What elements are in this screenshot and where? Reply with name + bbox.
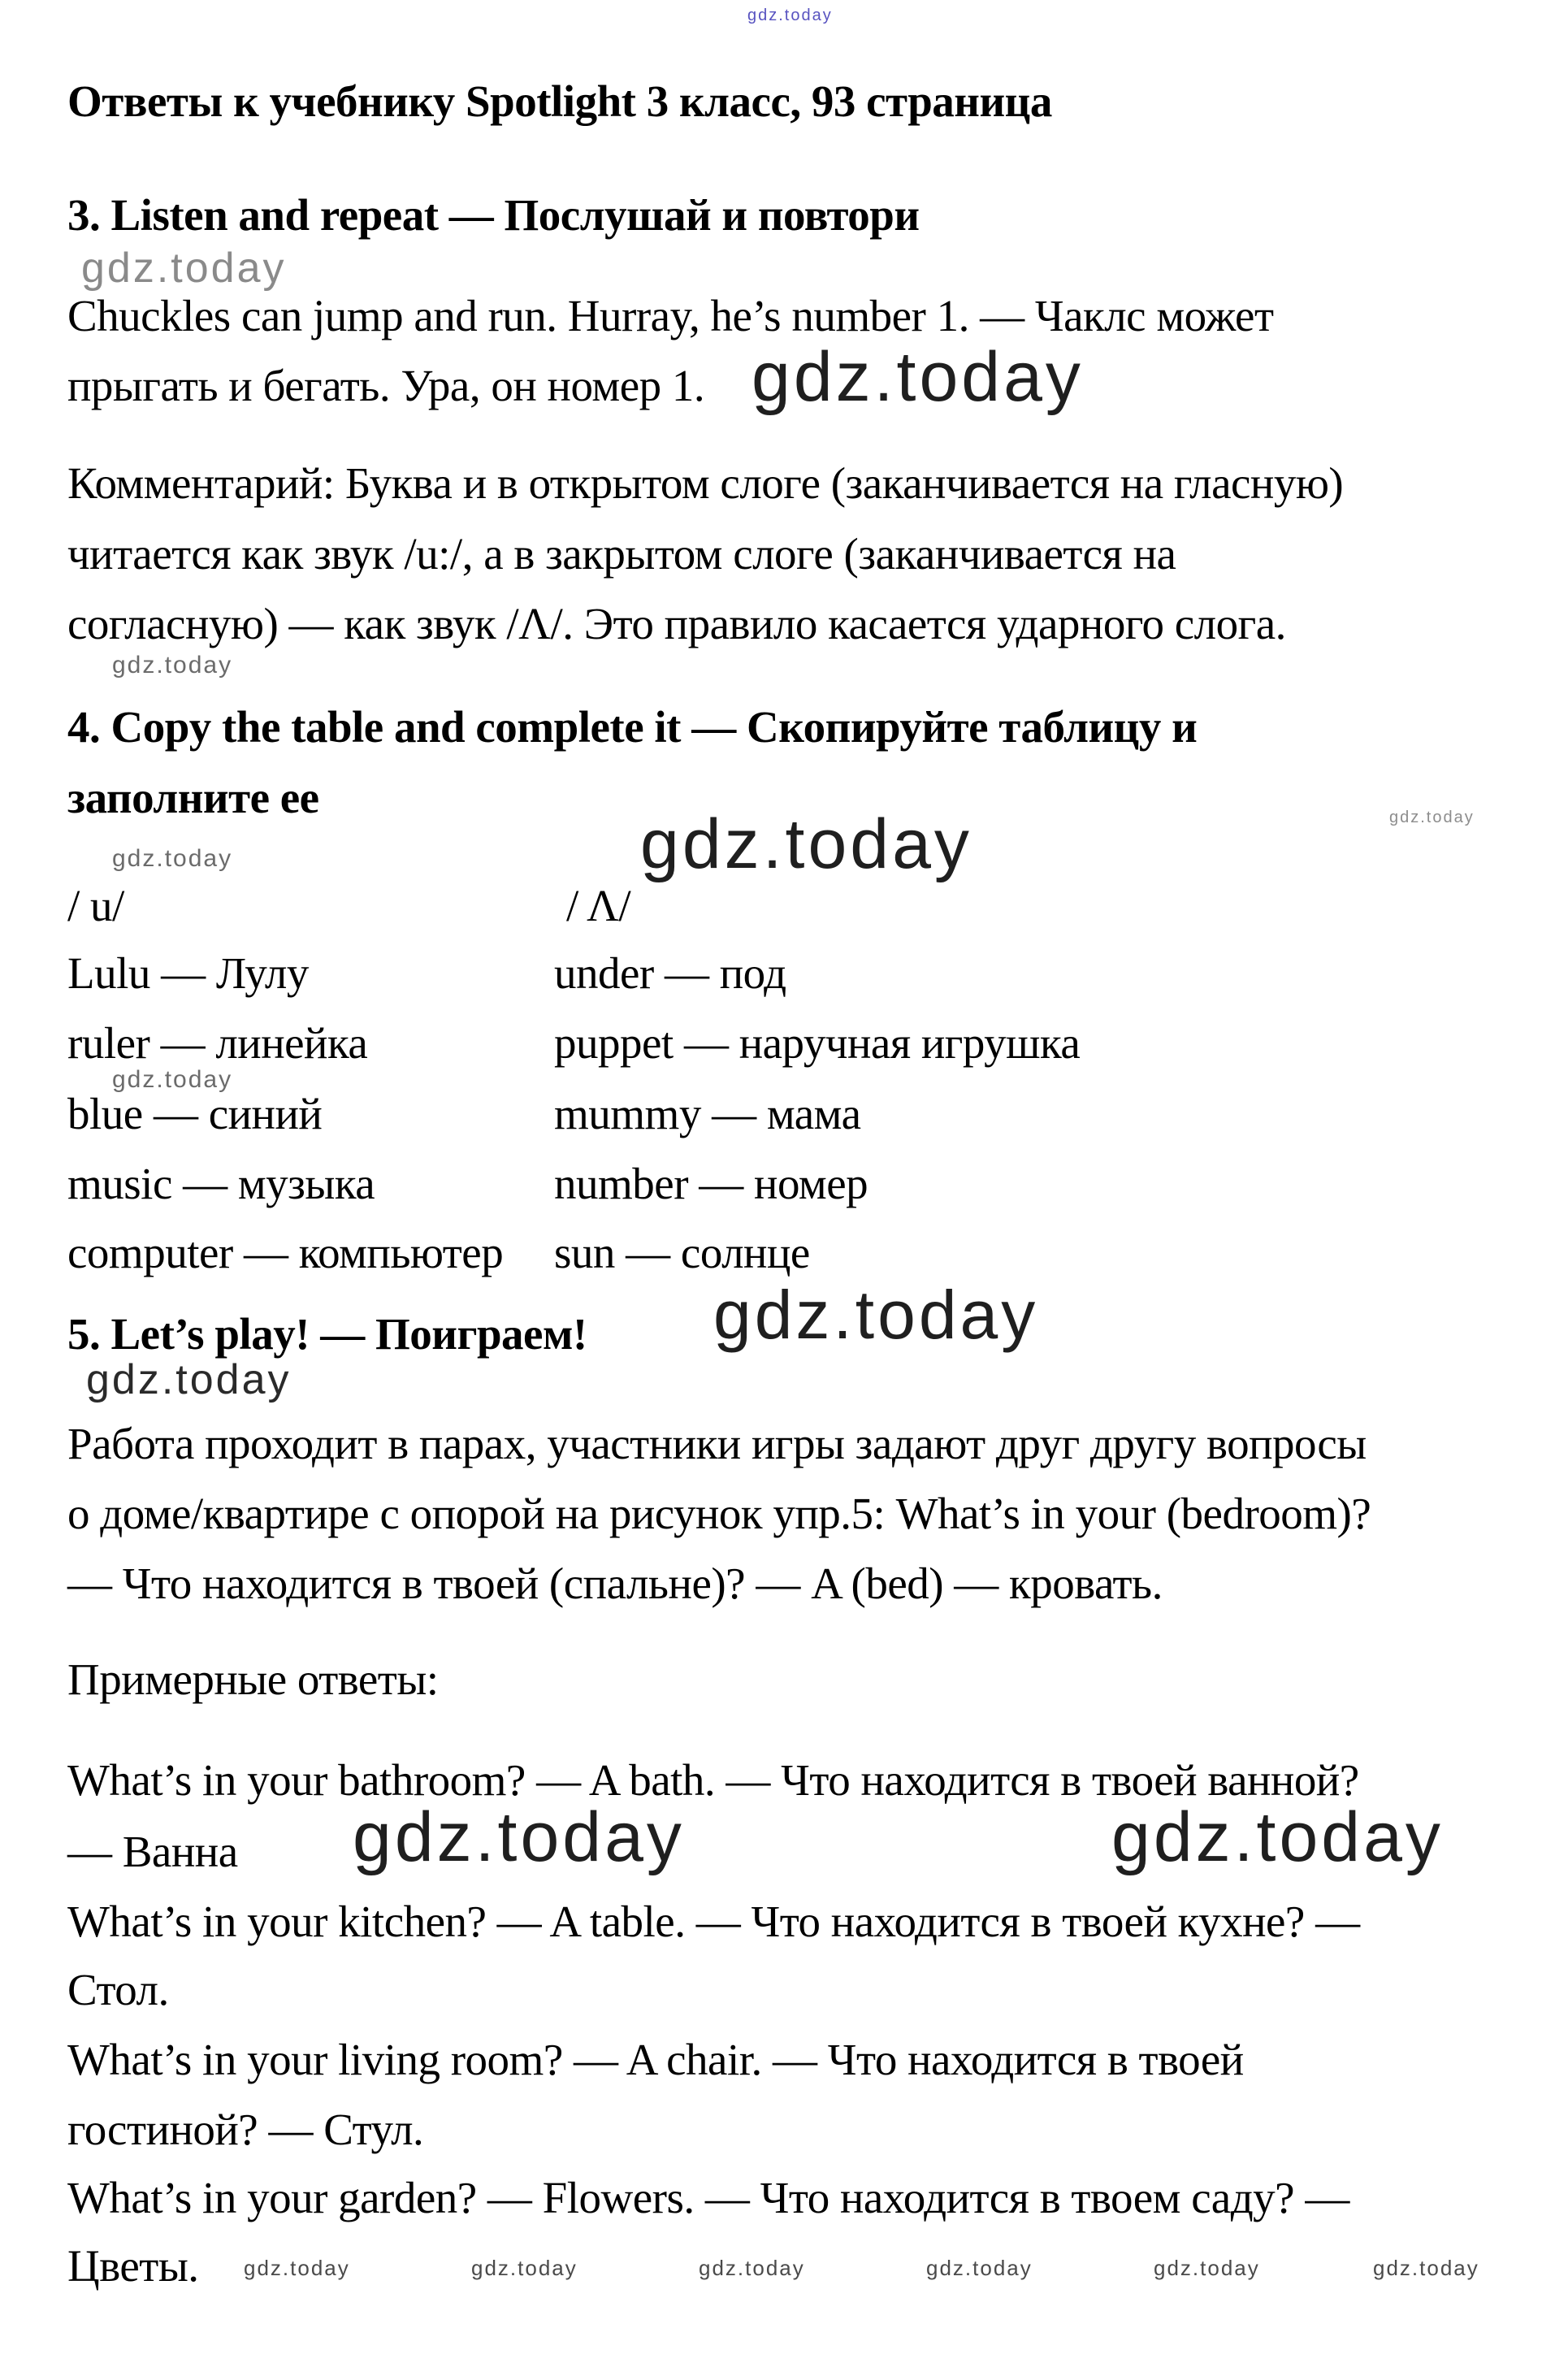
table-cell-right: sun — солнце (554, 1228, 810, 1277)
sample-answer-line: Стол. (67, 1965, 169, 2014)
watermark-large: gdz.today (353, 1798, 685, 1876)
sample-answers-label: Примерные ответы: (67, 1654, 439, 1704)
table-cell-left: blue — синий (67, 1089, 323, 1138)
sample-answer-line: What’s in your living room? — A chair. — Что находится в твоей (67, 2035, 1244, 2084)
table-cell-right: under — под (554, 948, 786, 998)
watermark-bottom: gdz.today (1373, 2256, 1479, 2280)
ex3-comment-line: читается как звук /u:/, а в закрытом слоге (заканчивается на (67, 529, 1176, 579)
ex5-description-line: Работа проходит в парах, участники игры задают друг другу вопросы (67, 1419, 1367, 1468)
watermark-large: gdz.today (640, 805, 972, 883)
watermark-small: gdz.today (112, 652, 233, 679)
watermark-medium: gdz.today (86, 1356, 292, 1403)
table-cell-left: computer — компьютер (67, 1228, 504, 1277)
table-cell-left: ruler — линейка (67, 1018, 368, 1068)
ex3-comment-line: согласную) — как звук /Λ/. Это правило касается ударного слога. (67, 599, 1286, 648)
sample-answer-line: What’s in your bathroom? — A bath. — Что находится в твоей ванной? (67, 1755, 1359, 1805)
watermark-bottom: gdz.today (244, 2256, 350, 2280)
watermark-bottom: gdz.today (471, 2256, 578, 2280)
page-title: Ответы к учебнику Spotlight 3 класс, 93 страница (67, 76, 1052, 126)
ex5-description-line: о доме/квартире с опорой на рисунок упр.5: What’s in your (bedroom)? (67, 1489, 1371, 1538)
ex3-comment-line: Комментарий: Буква и в открытом слоге (заканчивается на гласную) (67, 458, 1344, 508)
table-cell-right: number — номер (554, 1159, 868, 1208)
sample-answer-line: What’s in your kitchen? — A table. — Что находится в твоей кухне? — (67, 1897, 1360, 1946)
watermark-bottom: gdz.today (699, 2256, 805, 2280)
table-cell-left: Lulu — Лулу (67, 948, 309, 998)
ex5-description-line: — Что находится в твоей (спальне)? — A (bed) — кровать. (67, 1559, 1163, 1608)
table-cell-right: mummy — мама (554, 1089, 861, 1138)
ex3-answer-line: Chuckles can jump and run. Hurray, he’s number 1. — Чаклс может (67, 291, 1274, 340)
watermark-small: gdz.today (112, 845, 233, 872)
sample-answer-line: гостиной? — Стул. (67, 2105, 424, 2154)
watermark-tiny: gdz.today (1389, 809, 1475, 826)
watermark-large: gdz.today (752, 338, 1084, 416)
watermark-large: gdz.today (713, 1277, 1039, 1353)
watermark-top: gdz.today (747, 7, 833, 24)
ex4-heading-line: 4. Copy the table and complete it — Скопируйте таблицу и (67, 702, 1198, 752)
sample-answer-line: Цветы. (67, 2241, 199, 2291)
sample-answer-line: What’s in your garden? — Flowers. — Что находится в твоем саду? — (67, 2173, 1349, 2222)
ex5-heading: 5. Let’s play! — Поиграем! (67, 1309, 587, 1359)
ex3-heading: 3. Listen and repeat — Послушай и повтори (67, 190, 920, 240)
table-cell-right: puppet — наручная игрушка (554, 1018, 1081, 1068)
sample-answer-line: — Ванна (67, 1827, 238, 1876)
ex4-heading-line: заполните ее (67, 773, 319, 822)
ex3-answer-line: прыгать и бегать. Ура, он номер 1. (67, 361, 705, 410)
watermark-bottom: gdz.today (1154, 2256, 1260, 2280)
watermark-medium: gdz.today (81, 245, 287, 292)
table-cell-left: music — музыка (67, 1159, 375, 1208)
table-header-left: / u/ (67, 881, 124, 930)
table-header-right: / Λ/ (566, 881, 631, 930)
watermark-bottom: gdz.today (926, 2256, 1033, 2280)
watermark-large: gdz.today (1111, 1798, 1444, 1876)
watermark-small: gdz.today (112, 1066, 233, 1093)
